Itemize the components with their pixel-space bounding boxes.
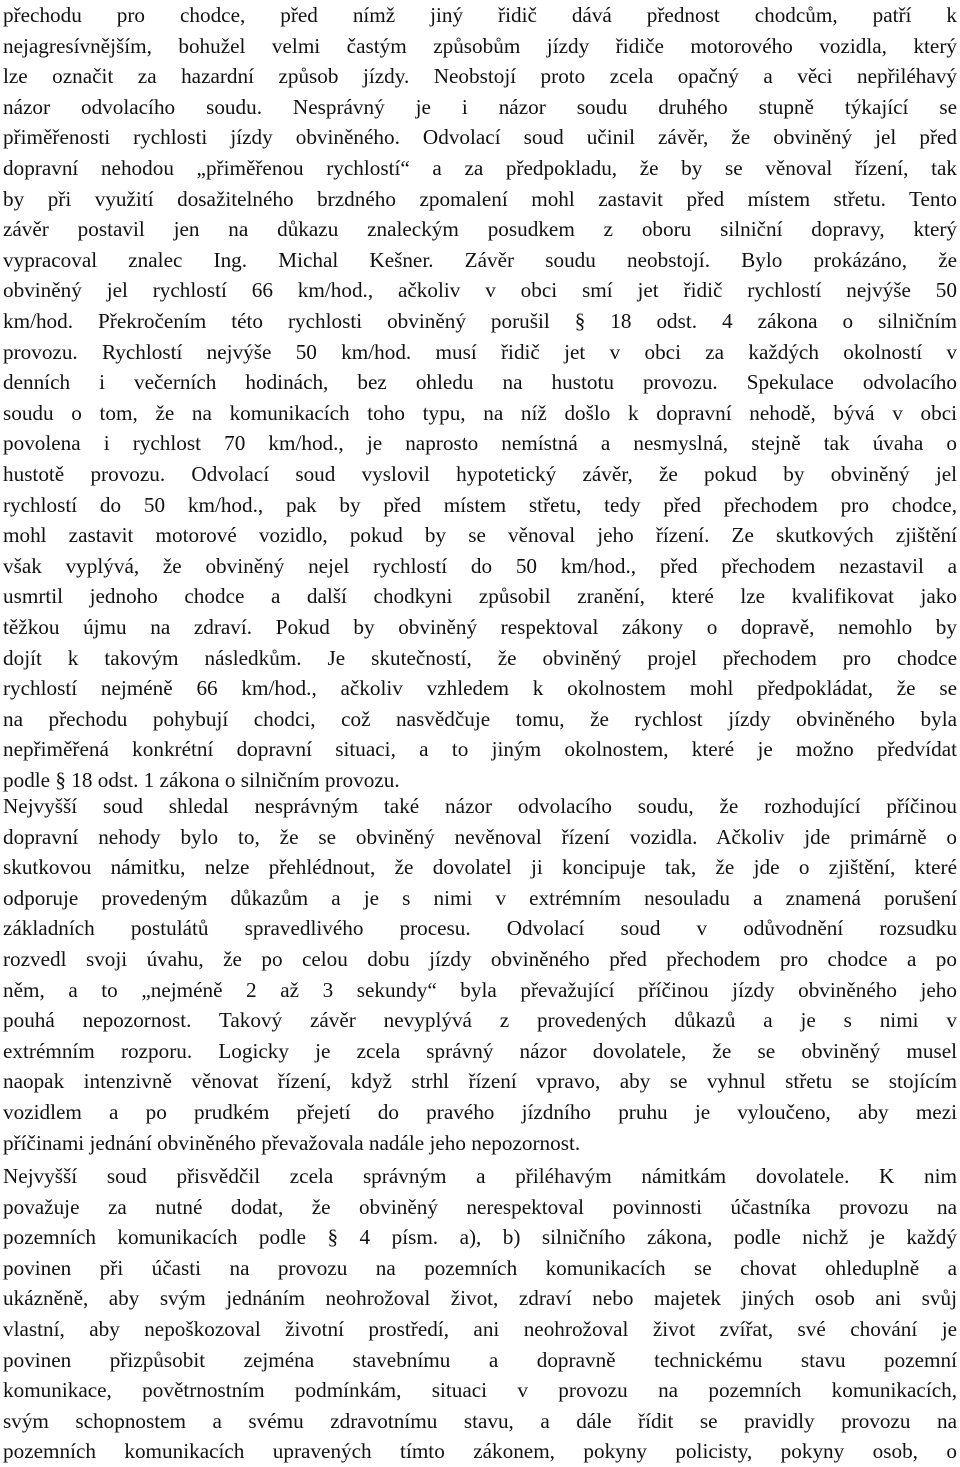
text-line: km/hod. Překročením této rychlosti obviněný porušil § 18 odst. 4 zákona o silničním: [3, 309, 957, 333]
text-line: názor odvolacího soudu. Nesprávný je i názor soudu druhého stupně týkající se: [3, 94, 957, 119]
text-line: považuje za nutné dodat, že obviněný nerespektoval povinnosti účastníka provozu na: [3, 1194, 957, 1219]
text-line: lze označit za hazardní způsob jízdy. Neobstojí proto zcela opačný a věci nepřiléhavý: [3, 64, 957, 89]
text-line: svým schopnostem a svému zdravotnímu stavu, a dále řídit se pravidly provozu na: [3, 1408, 957, 1433]
text-line: povolena i rychlost 70 km/hod., je naprosto nemístná a nesmyslná, stejně tak úvaha o: [3, 431, 957, 456]
text-line: komunikace, povětrnostním podmínkám, situaci v provozu na pozemních komunikacích,: [3, 1378, 957, 1403]
text-line: příčinami jednání obviněného převažovala nadále jeho nepozornost.: [3, 1130, 581, 1155]
text-line: soudu o tom, že na komunikacích toho typu, na níž došlo k dopravní nehodě, bývá v obci: [3, 400, 957, 425]
text-line: vlastní, aby nepoškozoval životní prostředí, ani neohrožoval život zvířat, své chování je: [3, 1317, 957, 1341]
text-line: pozemních komunikacích podle § 4 písm. a), b) silničního zákona, podle nichž je každý: [3, 1225, 957, 1250]
text-line: rychlostí nejméně 66 km/hod., ačkoliv vzhledem k okolnostem mohl předpokládat, že se: [3, 676, 957, 701]
text-line: skutkovou námitku, nelze přehlédnout, že dovolatel ji koncipuje tak, že jde o zjištění, které: [3, 855, 957, 880]
text-line: naopak intenzivně věnovat řízení, když strhl řízení vpravo, aby se vyhnul střetu se stojícím: [3, 1069, 957, 1094]
text-line: mohl zastavit motorové vozidlo, pokud by se věnoval jeho řízení. Ze skutkových zjištění: [3, 523, 957, 548]
text-line: ukázněně, aby svým jednáním neohrožoval život, zdraví nebo majetek jiných osob ani svůj: [3, 1286, 957, 1311]
text-line: rychlostí do 50 km/hod., pak by před místem střetu, tedy před přechodem pro chodce,: [3, 492, 957, 517]
text-line: obviněný jel rychlostí 66 km/hod., ačkoliv v obci smí jet řidič rychlostí nejvýše 50: [3, 278, 957, 303]
text-line: pozemních komunikacích upravených tímto zákonem, pokyny policisty, pokyny osob, o: [3, 1439, 957, 1464]
text-line: však vyplývá, že obviněný nejel rychlostí do 50 km/hod., před přechodem nezastavil a: [3, 553, 957, 578]
text-line: rozvedl svoji úvahu, že po celou dobu jízdy obviněného před přechodem pro chodce a po: [3, 947, 957, 971]
text-line: dopravní nehody bylo to, že se obviněný nevěnoval řízení vozidla. Ačkoliv jde primárně o: [3, 824, 957, 849]
text-line: povinen přizpůsobit zejména stavebnímu a dopravně technickému stavu pozemní: [3, 1347, 957, 1372]
text-line: na přechodu pohybují chodci, což nasvědčuje tomu, že rychlost jízdy obviněného byla: [3, 706, 957, 731]
text-line: dopravní nehodou „přiměřenou rychlostí“ a za předpokladu, že by se věnoval řízení, tak: [3, 156, 957, 180]
text-line: provozu. Rychlostí nejvýše 50 km/hod. musí řidič jet v obci za každých okolností v: [3, 339, 957, 364]
text-line: usmrtil jednoho chodce a další chodkyni způsobil zranění, které lze kvalifikovat jako: [3, 584, 957, 609]
text-line: Nejvyšší soud přisvědčil zcela správným a přiléhavým námitkám dovolatele. K nim: [3, 1164, 957, 1188]
text-line: vozidlem a po prudkém přejetí do pravého jízdního pruhu je vyloučeno, aby mezi: [3, 1100, 957, 1124]
text-line: by při využití dosažitelného brzdného zpomalení mohl zastavit před místem střetu. Tento: [3, 186, 957, 211]
text-line: podle § 18 odst. 1 zákona o silničním provozu.: [3, 768, 400, 792]
text-line: povinen při účasti na provozu na pozemních komunikacích se chovat ohleduplně a: [3, 1255, 957, 1280]
text-line: Nejvyšší soud shledal nesprávným také názor odvolacího soudu, že rozhodující příčinou: [3, 794, 957, 818]
text-line: přechodu pro chodce, před nímž jiný řidič dává přednost chodcům, patří k: [3, 3, 957, 27]
text-line: extrémním rozporu. Logicky je zcela správný názor dovolatele, že se obviněný musel: [3, 1038, 957, 1063]
text-line: hustotě provozu. Odvolací soud vyslovil hypotetický závěr, že pokud by obviněný jel: [3, 462, 957, 486]
text-line: vypracoval znalec Ing. Michal Kešner. Závěr soudu neobstojí. Bylo prokázáno, že: [3, 247, 957, 272]
text-line: nejagresívnějším, bohužel velmi častým způsobům jízdy řidiče motorového vozidla, který: [3, 33, 957, 58]
text-line: odporuje provedeným důkazům a je s nimi v extrémním nesouladu a znamená porušení: [3, 885, 957, 910]
text-line: pouhá nepozornost. Takový závěr nevyplývá z provedených důkazů a je s nimi v: [3, 1008, 957, 1033]
text-line: dojít k takovým následkům. Je skutečností, že obviněný projel přechodem pro chodce: [3, 645, 957, 670]
text-line: něm, a to „nejméně 2 až 3 sekundy“ byla převažující příčinou jízdy obviněného jeho: [3, 977, 957, 1002]
text-line: těžkou újmu na zdraví. Pokud by obviněný respektoval zákony o dopravě, nemohlo by: [3, 615, 957, 639]
text-line: základních postulátů spravedlivého procesu. Odvolací soud v odůvodnění rozsudku: [3, 916, 957, 941]
text-line: přiměřenosti rychlosti jízdy obviněného. Odvolací soud učinil závěr, že obviněný jel před: [3, 125, 957, 150]
text-line: denních i večerních hodinách, bez ohledu na hustotu provozu. Spekulace odvolacího: [3, 370, 957, 395]
text-line: nepřiměřená konkrétní dopravní situaci, a to jiným okolnostem, které je možno předvídat: [3, 737, 957, 762]
text-line: závěr postavil jen na důkazu znaleckým posudkem z oboru silniční dopravy, který: [3, 217, 957, 242]
